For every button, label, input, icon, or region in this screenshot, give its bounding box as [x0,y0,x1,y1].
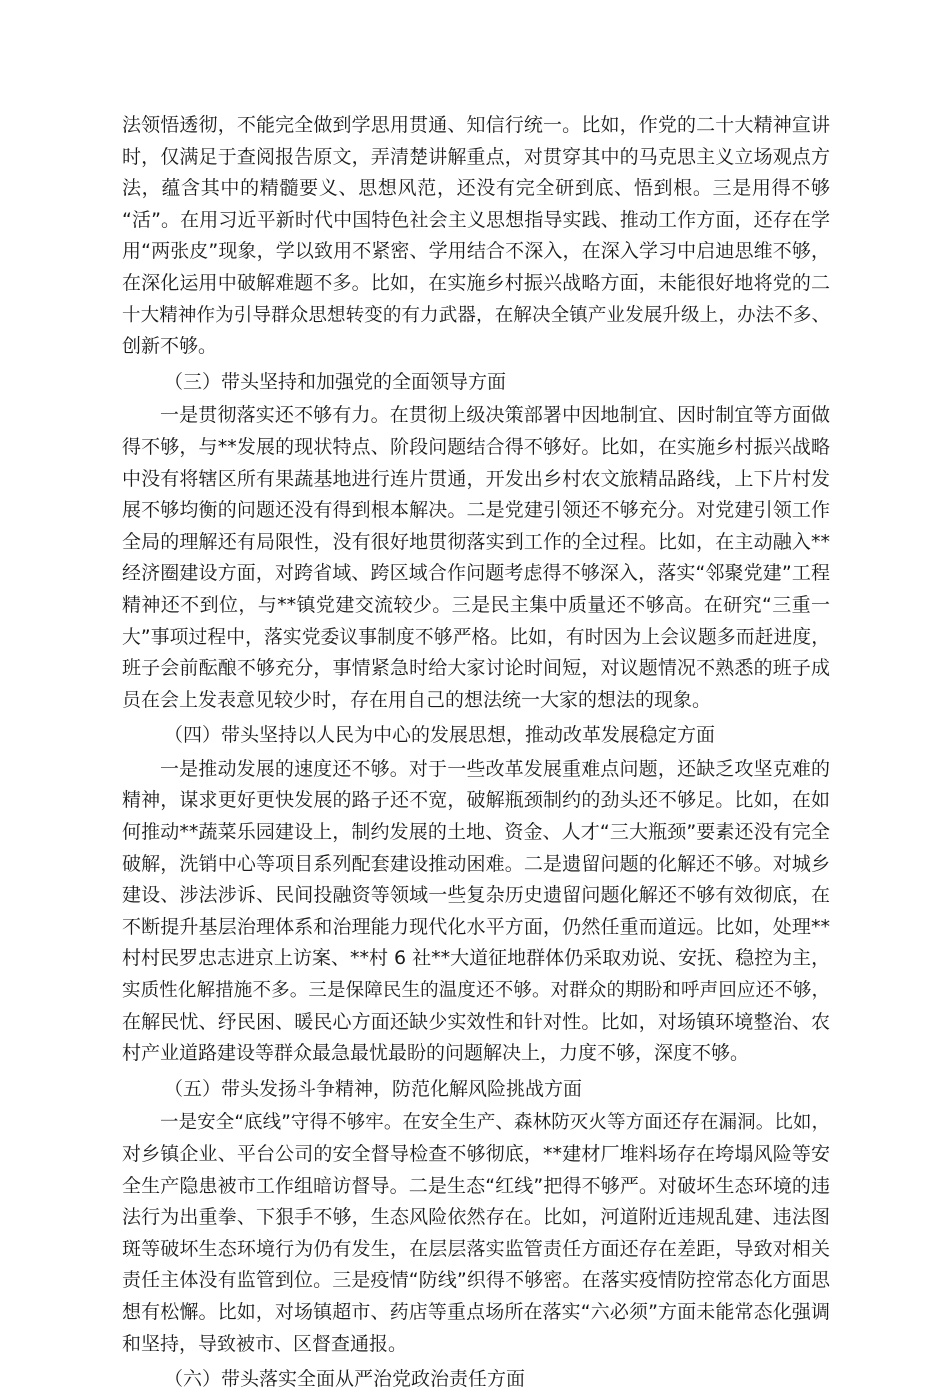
text-line: 破解，洗销中心等项目系列配套建设推动困难。二是遗留问题的化解还不够。对城乡 [122,852,830,875]
text-line: 一是推动发展的速度还不够。对于一些改革发展重难点问题，还缺乏攻坚克难的 [160,757,830,780]
text-line: 用“两张皮”现象，学以致用不紧密、学用结合不深入，在深入学习中启迪思维不够， [122,240,830,263]
section-heading-4: （四）带头坚持以人民为中心的发展思想，推动改革发展稳定方面 [164,724,716,747]
text-line: 班子会前酝酿不够充分，事情紧急时给大家讨论时间短，对议题情况不熟悉的班子成 [122,657,830,680]
text-line: 全生产隐患被市工作组暗访督导。二是生态“红线”把得不够严。对破坏生态环境的违 [122,1174,830,1197]
text-line: 创新不够。 [122,335,218,358]
text-line: 何推动**蔬菜乐园建设上，制约发展的土地、资金、人才“三大瓶颈”要素还没有完全 [122,821,830,844]
text-line: 展不够均衡的问题还没有得到根本解决。二是党建引领还不够充分。对党建引领工作 [122,499,830,522]
text-line: 村村民罗忠志进京上访案、**村 6 社**大道征地群体仍采取劝说、安抚、稳控为主， [122,947,831,970]
text-line: 村产业道路建设等群众最急最忧最盼的问题解决上，力度不够，深度不够。 [122,1042,750,1065]
text-line: 经济圈建设方面，对跨省域、跨区域合作问题考虑得不够深入，落实“邻聚党建”工程 [122,562,830,585]
section-heading-6: （六）带头落实全面从严治党政治责任方面 [164,1368,526,1391]
paragraph-section-5 [122,1107,830,1360]
text-line: 中没有将辖区所有果蔬基地进行连片贯通，开发出乡村农文旅精品路线，上下片村发 [122,467,830,490]
text-line: 斑等破坏生态环境行为仍有发生，在层层落实监管责任方面还存在差距，导致对相关 [122,1237,830,1260]
text-line: “活”。在用习近平新时代中国特色社会主义思想指导实践、推动工作方面，还存在学 [122,208,830,231]
text-line: 法行为出重拳、下狠手不够，生态风险依然存在。比如，河道附近违规乱建、违法图 [122,1206,830,1229]
text-line: 对乡镇企业、平台公司的安全督导检查不够彻底，**建材厂堆料场存在垮塌风险等安 [122,1143,830,1165]
paragraph-continuation [122,110,830,363]
paragraph-section-4 [122,754,830,1070]
text-line: 和坚持，导致被市、区督查通报。 [122,1332,408,1355]
text-line: 法领悟透彻，不能完全做到学思用贯通、知信行统一。比如，作党的二十大精神宣讲 [122,114,830,136]
text-line: 大”事项过程中，落实党委议事制度不够严格。比如，有时因为上会议题多而赶进度， [122,626,830,648]
text-line: 不断提升基层治理体系和治理能力现代化水平方面，仍然任重而道远。比如，处理** [122,915,830,938]
text-line: 十大精神作为引导群众思想转变的有力武器，在解决全镇产业发展升级上，办法不多、 [122,304,830,326]
text-line: 想有松懈。比如，对场镇超市、药店等重点场所在落实“六必须”方面未能常态化强调 [122,1300,830,1323]
section-heading-3: （三）带头坚持和加强党的全面领导方面 [164,370,507,393]
text-line: 在深化运用中破解难题不多。比如，在实施乡村振兴战略方面，未能很好地将党的二 [122,271,830,294]
text-line: 一是安全“底线”守得不够牢。在安全生产、森林防灭火等方面还存在漏洞。比如， [160,1112,830,1134]
text-line: 实质性化解措施不多。三是保障民生的温度还不够。对群众的期盼和呼声回应还不够， [122,980,830,1002]
text-line: 责任主体没有监管到位。三是疫情“防线”织得不够密。在落实疫情防控常态化方面思 [122,1269,830,1292]
text-line: 法，蕴含其中的精髓要义、思想风范，还没有完全研到底、悟到根。三是用得不够 [122,177,830,200]
text-line: 精神，谋求更好更快发展的路子还不宽，破解瓶颈制约的劲头还不够足。比如，在如 [122,789,830,812]
text-line: 精神还不到位，与**镇党建交流较少。三是民主集中质量还不够高。在研究“三重一 [122,593,830,616]
text-line: 全局的理解还有局限性，没有很好地贯彻落实到工作的全过程。比如，在主动融入** [122,530,830,553]
text-line: 员在会上发表意见较少时，存在用自己的想法统一大家的想法的现象。 [122,688,712,711]
text-line: 一是贯彻落实还不够有力。在贯彻上级决策部署中因地制宜、因时制宜等方面做 [160,404,830,427]
text-line: 得不够，与**发展的现状特点、阶段问题结合得不够好。比如，在实施乡村振兴战略 [122,435,830,458]
document-page [122,110,830,1398]
section-heading-5: （五）带头发扬斗争精神，防范化解风险挑战方面 [164,1077,583,1100]
paragraph-section-3 [122,400,830,716]
text-line: 在解民忧、纾民困、暖民心方面还缺少实效性和针对性。比如，对场镇环境整治、农 [122,1010,830,1033]
text-line: 建设、涉法涉诉、民间投融资等领域一些复杂历史遗留问题化解还不够有效彻底，在 [122,884,830,907]
text-line: 时，仅满足于查阅报告原文，弄清楚讲解重点，对贯穿其中的马克思主义立场观点方 [122,145,830,168]
